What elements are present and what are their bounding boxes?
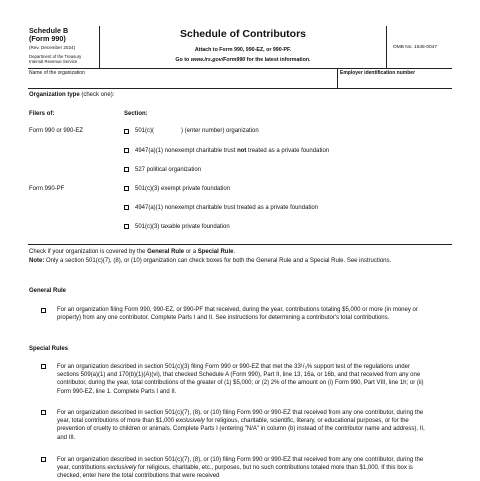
special-rule-3-a: For an organization described in section 501(c)(7), (8), or (10) filing Form 990 or 990-EZ that received from any one contributor, during the year, contributions: [57, 456, 424, 471]
checkbox-general-rule[interactable]: [41, 308, 46, 313]
goto-url[interactable]: www.irs.gov/Form990: [190, 57, 246, 63]
attach-instruction: Attach to Form 990, 990-EZ, or 990-PF.: [194, 47, 292, 53]
option-pf-501c3: 501(c)(3) exempt private foundation: [135, 185, 231, 192]
note-label: Note:: [29, 257, 45, 264]
special-rule-3-em: exclusively: [107, 464, 137, 471]
department-line1: Department of the Treasury: [29, 54, 82, 59]
omb-number: OMB No. 1545-0047: [393, 45, 437, 50]
option-501c: [135, 128, 259, 135]
option-4947-nonpf-b: treated as a private foundation: [246, 147, 330, 154]
form-990pf-label: Form 990-PF: [29, 185, 65, 192]
checkbox-pf-taxable[interactable]: [124, 224, 129, 229]
section-header: Section:: [124, 111, 148, 117]
org-type-heading: [29, 92, 114, 99]
header-divider-right: [386, 26, 387, 68]
checkbox-special-rule-1[interactable]: [41, 364, 46, 369]
special-rule-3-text: [57, 456, 429, 481]
general-rule-text: For an organization filing Form 990, 990-EZ, or 990-PF that received, during the year, contributions totaling $5,000 or more (in money or property) from any one contributor. Complete Parts I and II. See instructions for determining a contributor's total contributions.: [57, 307, 418, 322]
checkbox-pf-501c3[interactable]: [124, 186, 129, 191]
org-name-label: Name of the organization: [29, 69, 85, 76]
checkbox-4947-nonpf[interactable]: [124, 148, 129, 153]
name-row-bottom-rule: [28, 88, 452, 89]
rule-check-prefix: Check if your organization is covered by the: [29, 249, 148, 255]
option-4947-nonpf-a: 4947(a)(1) nonexempt charitable trust: [135, 147, 238, 154]
special-rule-inline: Special Rule: [197, 249, 234, 255]
checkbox-special-rule-3[interactable]: [41, 457, 46, 462]
rule-check-end: .: [233, 249, 236, 255]
special-rule-2-text: [57, 409, 429, 443]
special-rule-2-b: for religious, charitable, scientific, literary, or educational purposes, or for the prevention of cruelty to children or animals. Complete Parts I (entering "N/A" in column (b) instead of the contributor name and address), II, and III.: [57, 417, 425, 441]
goto-suffix: for the latest information.: [245, 57, 311, 63]
ein-label: Employer identification number: [340, 69, 416, 76]
special-rule-2-em: exclusively: [175, 417, 205, 424]
org-type-hint: (check one):: [79, 92, 115, 98]
special-rule-3-b: for religious, charitable, etc., purposes, but no such contributions totaled more than $1,000. If this box is checked, enter here the total contributions that were received: [57, 464, 413, 480]
org-name-field[interactable]: [30, 78, 335, 87]
option-501c-suffix: ) (enter number) organization: [181, 128, 259, 134]
option-pf-taxable: 501(c)(3) taxable private foundation: [135, 223, 230, 230]
ein-divider: [337, 68, 338, 88]
option-pf-4947: 4947(a)(1) nonexempt charitable trust treated as a private foundation: [135, 204, 319, 211]
org-type-bottom-rule: [28, 244, 452, 245]
checkbox-501c[interactable]: [124, 129, 129, 134]
checkbox-pf-4947[interactable]: [124, 205, 129, 210]
special-rule-2-a: For an organization described in section 501(c)(7), (8), or (10) filing Form 990 or 990-EZ that received from any one contributor, during the year, total contributions of more than $1,000: [57, 409, 424, 424]
section-number-input[interactable]: [162, 128, 182, 135]
checkbox-527[interactable]: [124, 167, 129, 172]
schedule-line2: (Form 990): [29, 34, 66, 44]
general-rule-heading: General Rule: [29, 288, 67, 294]
form-990-label: Form 990 or 990-EZ: [29, 128, 84, 134]
header-bottom-rule: [28, 68, 452, 69]
schedule-line1: Schedule B: [29, 26, 69, 35]
option-4947-nonpf: [135, 148, 329, 155]
checkbox-special-rule-2[interactable]: [41, 410, 46, 415]
rule-check-line: [29, 248, 453, 256]
general-rule-inline: General Rule: [147, 249, 185, 255]
form-title: Schedule of Contributors: [180, 28, 306, 40]
schedule-name: [29, 27, 68, 44]
goto-instruction: [100, 57, 386, 63]
filers-of-header: Filers of:: [29, 111, 55, 117]
department: [29, 54, 81, 64]
note-text: Only a section 501(c)(7), (8), or (10) organization can check boxes for both the General Rule and a Special Rule. See instructions.: [44, 257, 392, 264]
ein-field[interactable]: [340, 78, 450, 87]
goto-prefix: Go to: [175, 57, 191, 63]
revision-date: (Rev. December 2024): [29, 44, 76, 50]
option-4947-not: not: [237, 147, 247, 154]
option-501c-prefix: 501(c)(: [135, 128, 155, 134]
org-type-label: Organization type: [29, 92, 80, 98]
special-rule-1-text: For an organization described in section 501(c)(3) filing Form 990 or 990-EZ that met the 33¹/₃% support test of the regulations under sections 509(a)(1) and 170(b)(1)(A)(vi), that checked Schedule A (Form 990), Part II, line 13, 16a, or 16b, and that received from any one contributor, during the year, total contributions of the greater of (1) $5,000; or (2) 2% of the amount on (i) Form 990, Part VIII, line 1h; or (ii) Form 990-EZ, line 1. Complete Parts I and II.: [57, 363, 424, 395]
department-line2: Internal Revenue Service: [29, 59, 78, 64]
rule-note: [29, 257, 449, 265]
rule-check-or: or a: [184, 249, 198, 255]
special-rules-heading: Special Rules: [29, 346, 69, 352]
option-527: 527 political organization: [135, 166, 202, 173]
